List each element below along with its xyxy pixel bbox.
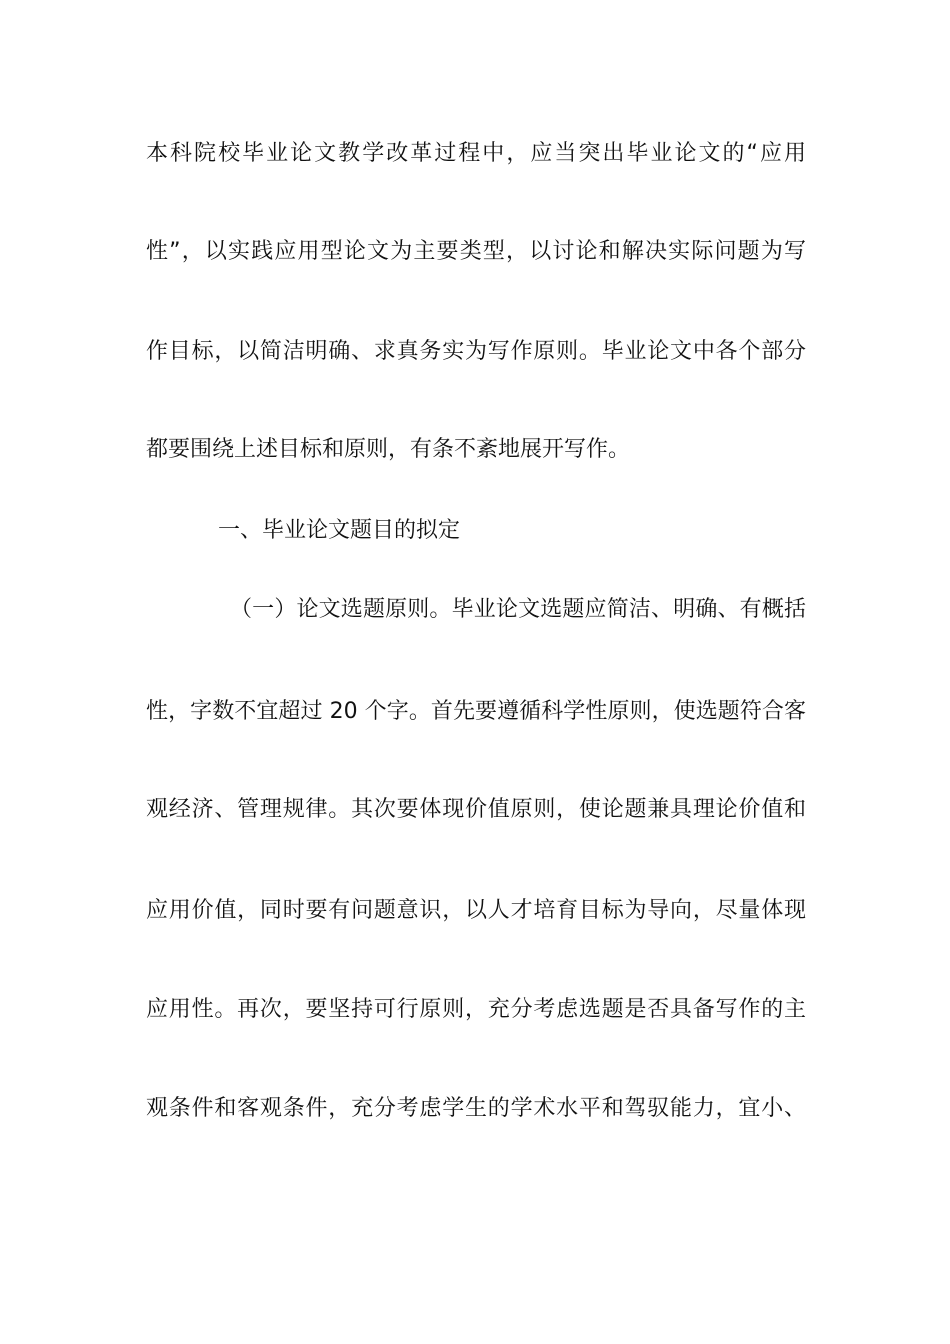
- subsection-line: 性，字数不宜超过 20 个字。首先要遵循科学性原则，使选题符合客: [146, 699, 806, 724]
- paragraph-line: 作目标，以简洁明确、求真务实为写作原则。毕业论文中各个部分: [146, 339, 806, 364]
- paragraph-line: 本科院校毕业论文教学改革过程中，应当突出毕业论文的“应用: [146, 141, 806, 166]
- paragraph-line: 性”，以实践应用型论文为主要类型，以讨论和解决实际问题为写: [146, 239, 806, 264]
- paragraph-line: 都要围绕上述目标和原则，有条不紊地展开写作。: [146, 437, 631, 462]
- section-heading: 一、毕业论文题目的拟定: [218, 518, 461, 543]
- subsection-line: 观条件和客观条件，充分考虑学生的学术水平和驾驭能力，宜小、: [146, 1096, 806, 1121]
- subsection-line: 应用性。再次，要坚持可行原则，充分考虑选题是否具备写作的主: [146, 997, 806, 1022]
- subsection-line: （一）论文选题原则。毕业论文选题应简洁、明确、有概括: [230, 597, 806, 622]
- subsection-line: 应用价值，同时要有问题意识，以人才培育目标为导向，尽量体现: [146, 898, 806, 923]
- subsection-line: 观经济、管理规律。其次要体现价值原则，使论题兼具理论价值和: [146, 797, 806, 822]
